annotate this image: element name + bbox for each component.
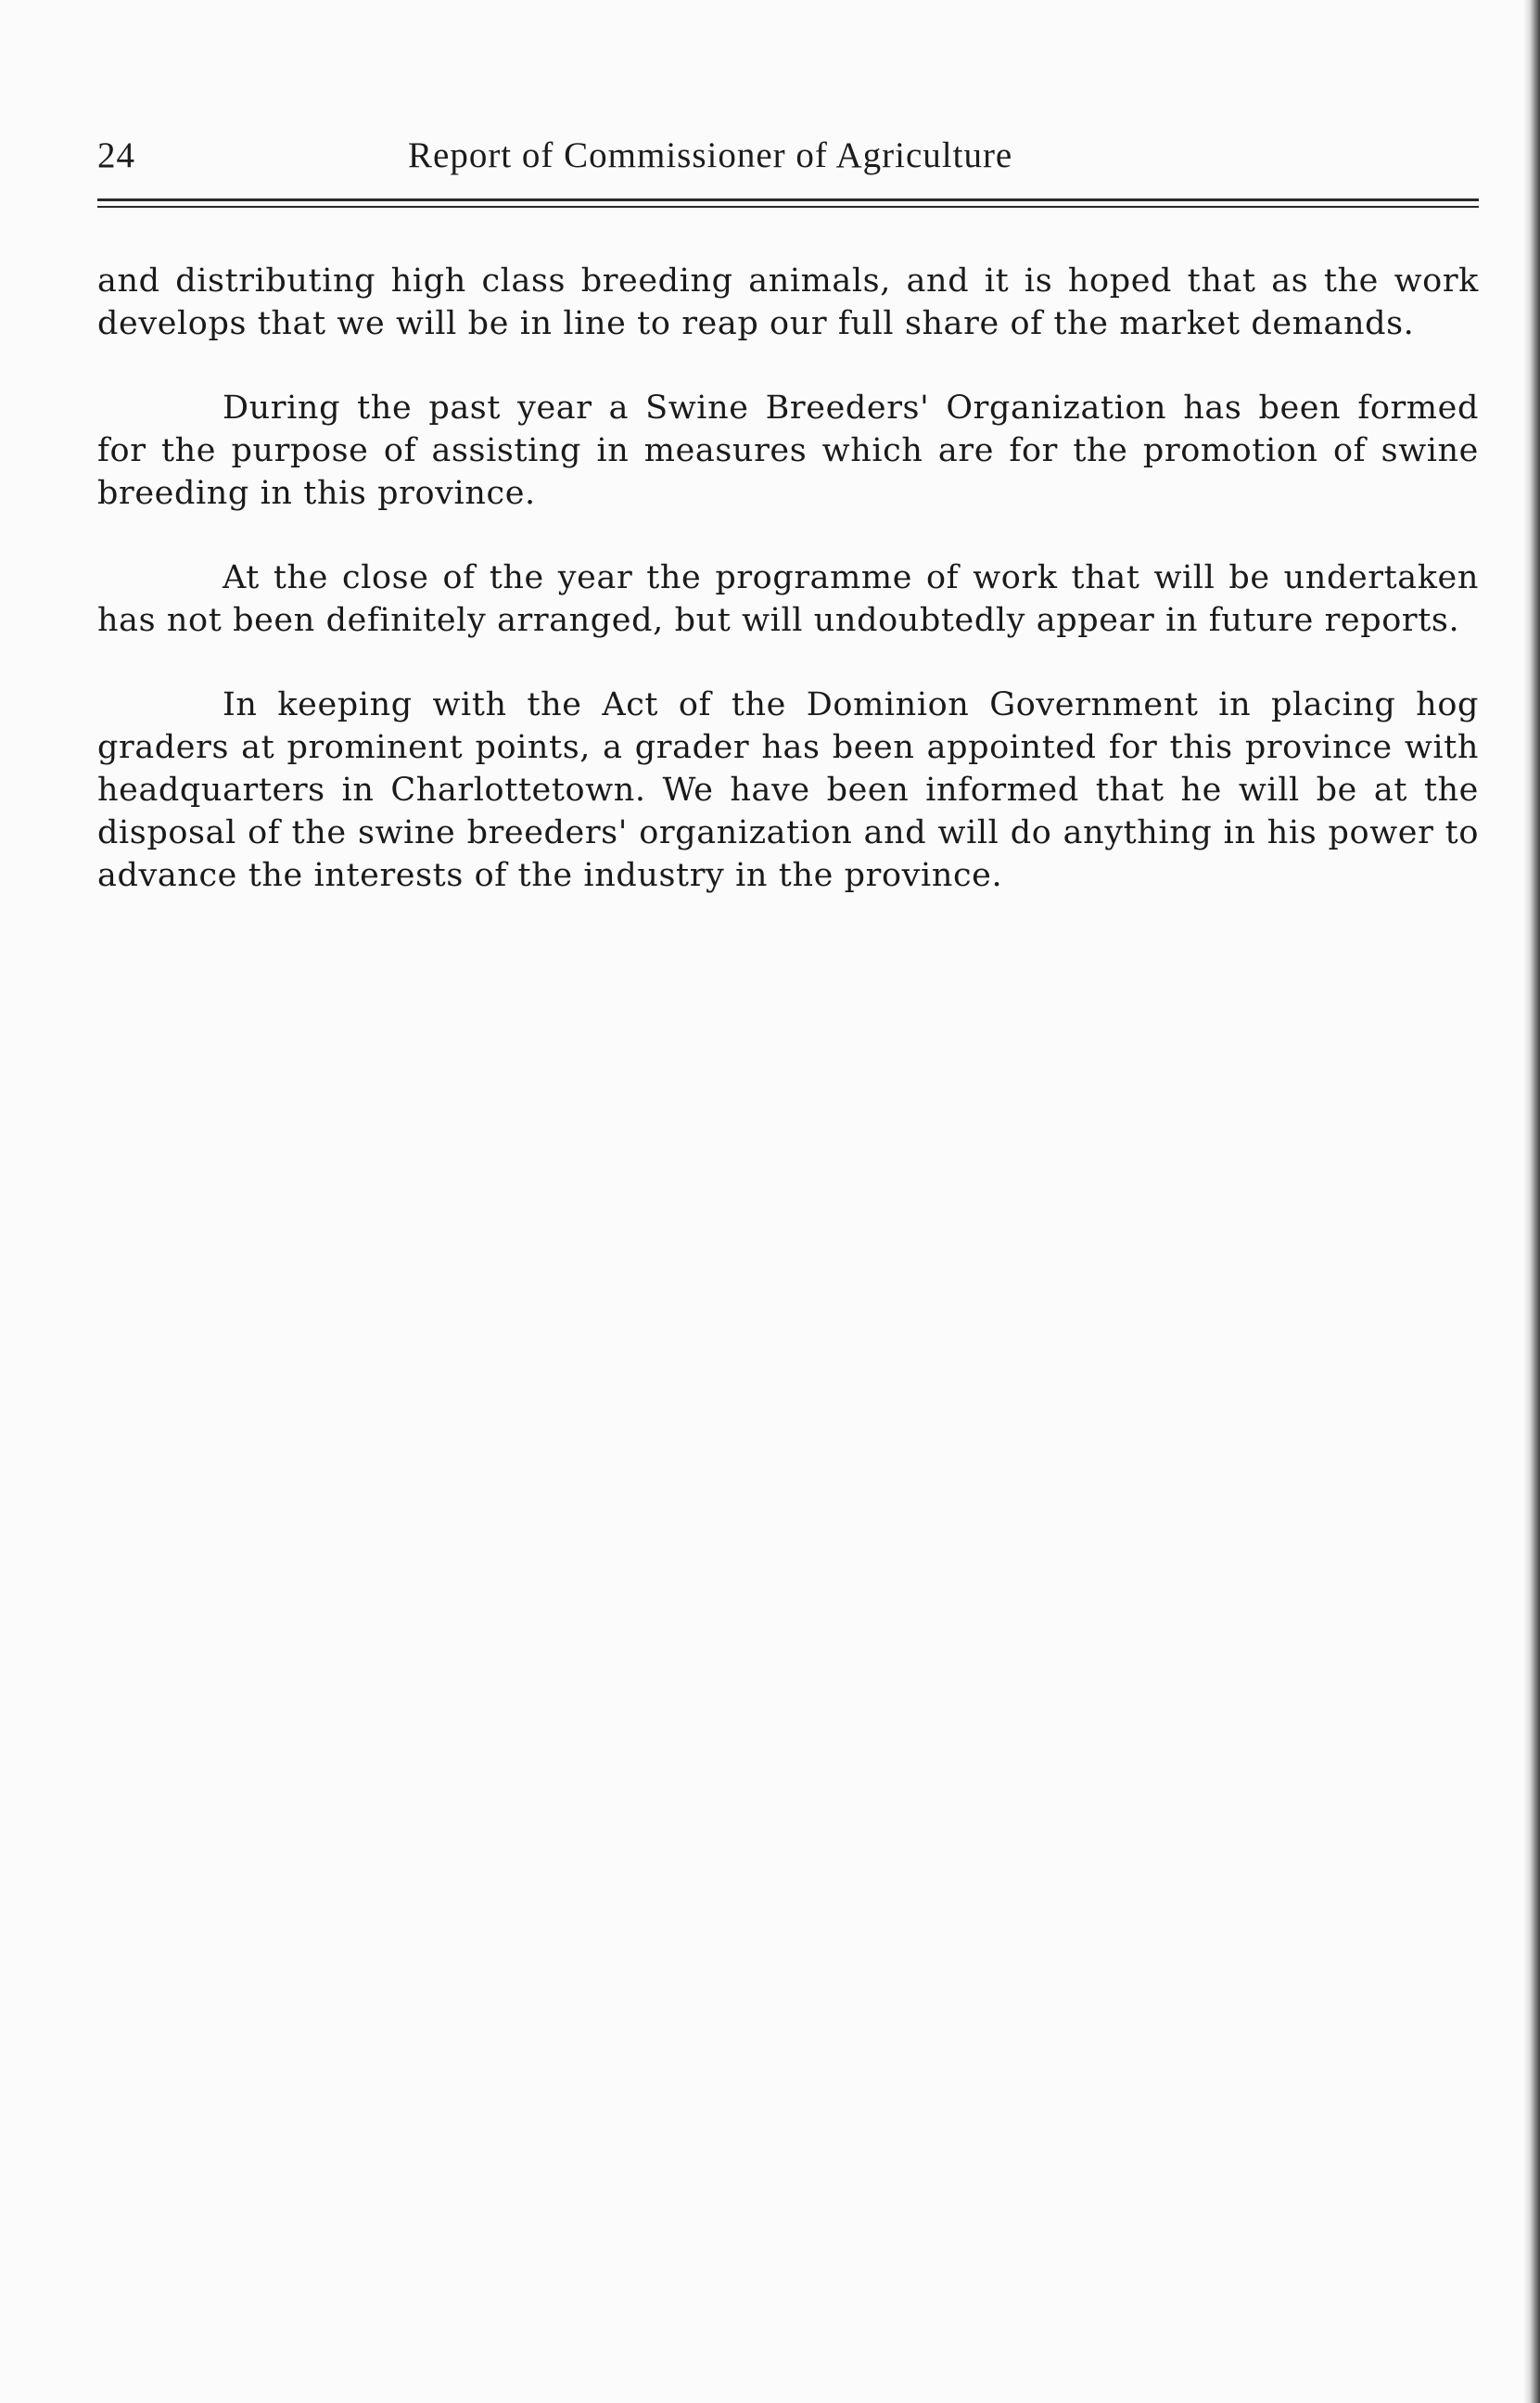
paragraph-swine-organization: During the past year a Swine Breeders' Organization has been formed for the purpose of assisting in measures which are for the promotion of swine breeding in this province.	[97, 390, 1479, 512]
running-header	[97, 134, 1479, 186]
paragraph-hog-grader: In keeping with the Act of the Dominion Government in placing hog graders at prominent points, a grader has been appointed for this province with headquarters in Charlottetown. We have been informed that he will be at the disposal of the swine breeders' organization and will do anything in his power to advance the interests of the industry in the province.	[97, 686, 1479, 894]
paragraph-continued: and distributing high class breeding animals, and it is hoped that as the work develops that we will be in line to reap our full share of the market demands.	[97, 262, 1479, 342]
scan-edge-shadow	[1523, 0, 1540, 2403]
paragraph-programme: At the close of the year the programme of work that will be undertaken has not been definitely arranged, but will undoubtedly appear in future reports.	[97, 559, 1479, 639]
running-title: Report of Commissioner of Agriculture	[408, 135, 1013, 175]
body-text	[97, 260, 1479, 939]
header-rule-top	[97, 198, 1479, 201]
page-number: 24	[97, 135, 135, 175]
header-rule-bottom	[97, 206, 1479, 208]
